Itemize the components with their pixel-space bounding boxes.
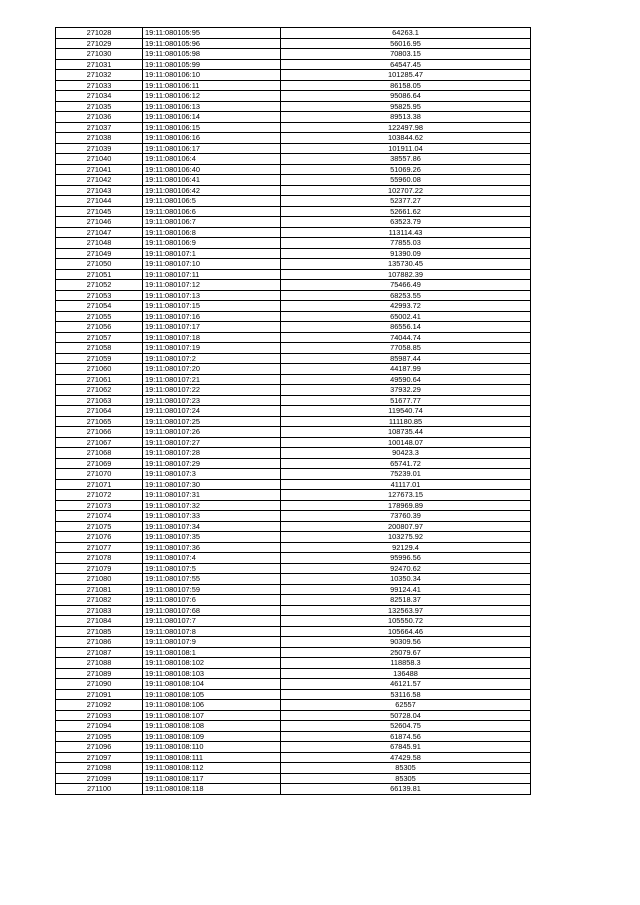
row-number-cell: 271064: [56, 406, 143, 417]
value-cell: 52661.62: [281, 206, 531, 217]
cadastral-number-cell: 19:11:080106:10: [143, 70, 281, 81]
row-number-cell: 271033: [56, 80, 143, 91]
row-number-cell: 271087: [56, 647, 143, 658]
table-row: [56, 553, 531, 564]
value-cell: 41117.01: [281, 479, 531, 490]
cadastral-number-cell: 19:11:080107:32: [143, 500, 281, 511]
row-number-cell: 271086: [56, 637, 143, 648]
cadastral-number-cell: 19:11:080106:40: [143, 164, 281, 175]
table-row: [56, 175, 531, 186]
cadastral-number-cell: 19:11:080107:35: [143, 532, 281, 543]
value-cell: 65741.72: [281, 458, 531, 469]
row-number-cell: 271084: [56, 616, 143, 627]
table-row: [56, 458, 531, 469]
row-number-cell: 271080: [56, 574, 143, 585]
row-number-cell: 271040: [56, 154, 143, 165]
table-row: [56, 80, 531, 91]
table-row: [56, 542, 531, 553]
table-row: [56, 122, 531, 133]
cadastral-number-cell: 19:11:080108:106: [143, 700, 281, 711]
table-row: [56, 332, 531, 343]
table-row: [56, 364, 531, 375]
table-row: [56, 427, 531, 438]
value-cell: 99124.41: [281, 584, 531, 595]
cadastral-number-cell: 19:11:080106:5: [143, 196, 281, 207]
value-cell: 55960.08: [281, 175, 531, 186]
cadastral-number-cell: 19:11:080108:112: [143, 763, 281, 774]
cadastral-number-cell: 19:11:080107:29: [143, 458, 281, 469]
value-cell: 61874.56: [281, 731, 531, 742]
cadastral-number-cell: 19:11:080107:16: [143, 311, 281, 322]
cadastral-number-cell: 19:11:080107:59: [143, 584, 281, 595]
row-number-cell: 271076: [56, 532, 143, 543]
value-cell: 37932.29: [281, 385, 531, 396]
table-row: [56, 227, 531, 238]
row-number-cell: 271058: [56, 343, 143, 354]
value-cell: 51069.26: [281, 164, 531, 175]
table-row: [56, 773, 531, 784]
value-cell: 49590.64: [281, 374, 531, 385]
row-number-cell: 271060: [56, 364, 143, 375]
table-row: [56, 532, 531, 543]
row-number-cell: 271095: [56, 731, 143, 742]
value-cell: 95086.64: [281, 91, 531, 102]
table-row: [56, 647, 531, 658]
row-number-cell: 271048: [56, 238, 143, 249]
value-cell: 47429.58: [281, 752, 531, 763]
cadastral-number-cell: 19:11:080107:30: [143, 479, 281, 490]
table-row: [56, 658, 531, 669]
table-body: [56, 28, 531, 795]
cadastral-number-cell: 19:11:080107:8: [143, 626, 281, 637]
cadastral-number-cell: 19:11:080106:15: [143, 122, 281, 133]
table-row: [56, 595, 531, 606]
value-cell: 108735.44: [281, 427, 531, 438]
table-row: [56, 448, 531, 459]
value-cell: 56016.95: [281, 38, 531, 49]
value-cell: 64263.1: [281, 28, 531, 39]
row-number-cell: 271085: [56, 626, 143, 637]
cadastral-number-cell: 19:11:080106:11: [143, 80, 281, 91]
row-number-cell: 271071: [56, 479, 143, 490]
row-number-cell: 271094: [56, 721, 143, 732]
value-cell: 73760.39: [281, 511, 531, 522]
table-row: [56, 154, 531, 165]
value-cell: 42993.72: [281, 301, 531, 312]
table-row: [56, 280, 531, 291]
value-cell: 86556.14: [281, 322, 531, 333]
value-cell: 178969.89: [281, 500, 531, 511]
cadastral-number-cell: 19:11:080107:15: [143, 301, 281, 312]
value-cell: 75466.49: [281, 280, 531, 291]
value-cell: 113114.43: [281, 227, 531, 238]
cadastral-number-cell: 19:11:080107:11: [143, 269, 281, 280]
table-row: [56, 469, 531, 480]
cadastral-number-cell: 19:11:080107:24: [143, 406, 281, 417]
row-number-cell: 271100: [56, 784, 143, 795]
cadastral-number-cell: 19:11:080107:31: [143, 490, 281, 501]
table-row: [56, 731, 531, 742]
cadastral-number-cell: 19:11:080106:17: [143, 143, 281, 154]
row-number-cell: 271039: [56, 143, 143, 154]
row-number-cell: 271052: [56, 280, 143, 291]
cadastral-number-cell: 19:11:080106:9: [143, 238, 281, 249]
cadastral-number-cell: 19:11:080107:2: [143, 353, 281, 364]
row-number-cell: 271098: [56, 763, 143, 774]
value-cell: 92129.4: [281, 542, 531, 553]
value-cell: 53116.58: [281, 689, 531, 700]
cadastral-number-cell: 19:11:080107:22: [143, 385, 281, 396]
table-row: [56, 311, 531, 322]
table-row: [56, 301, 531, 312]
table-row: [56, 206, 531, 217]
row-number-cell: 271079: [56, 563, 143, 574]
cadastral-number-cell: 19:11:080107:1: [143, 248, 281, 259]
cadastral-number-cell: 19:11:080108:102: [143, 658, 281, 669]
value-cell: 90423.3: [281, 448, 531, 459]
value-cell: 105550.72: [281, 616, 531, 627]
table-row: [56, 584, 531, 595]
table-row: [56, 626, 531, 637]
value-cell: 95996.56: [281, 553, 531, 564]
value-cell: 10350.34: [281, 574, 531, 585]
table-row: [56, 238, 531, 249]
cadastral-number-cell: 19:11:080108:105: [143, 689, 281, 700]
cadastral-number-cell: 19:11:080106:6: [143, 206, 281, 217]
cadastral-number-cell: 19:11:080108:117: [143, 773, 281, 784]
row-number-cell: 271089: [56, 668, 143, 679]
row-number-cell: 271068: [56, 448, 143, 459]
row-number-cell: 271093: [56, 710, 143, 721]
value-cell: 77855.03: [281, 238, 531, 249]
cadastral-number-cell: 19:11:080107:68: [143, 605, 281, 616]
table-row: [56, 91, 531, 102]
cadastral-number-cell: 19:11:080106:13: [143, 101, 281, 112]
cadastral-number-cell: 19:11:080108:1: [143, 647, 281, 658]
row-number-cell: 271055: [56, 311, 143, 322]
row-number-cell: 271053: [56, 290, 143, 301]
value-cell: 52377.27: [281, 196, 531, 207]
row-number-cell: 271092: [56, 700, 143, 711]
cadastral-number-cell: 19:11:080107:28: [143, 448, 281, 459]
row-number-cell: 271078: [56, 553, 143, 564]
value-cell: 135730.45: [281, 259, 531, 270]
cadastral-number-cell: 19:11:080106:14: [143, 112, 281, 123]
table-row: [56, 217, 531, 228]
value-cell: 65002.41: [281, 311, 531, 322]
value-cell: 100148.07: [281, 437, 531, 448]
row-number-cell: 271061: [56, 374, 143, 385]
cadastral-number-cell: 19:11:080107:5: [143, 563, 281, 574]
value-cell: 119540.74: [281, 406, 531, 417]
table-row: [56, 605, 531, 616]
cadastral-number-cell: 19:11:080107:21: [143, 374, 281, 385]
row-number-cell: 271099: [56, 773, 143, 784]
value-cell: 51677.77: [281, 395, 531, 406]
row-number-cell: 271063: [56, 395, 143, 406]
table-row: [56, 70, 531, 81]
row-number-cell: 271081: [56, 584, 143, 595]
value-cell: 25079.67: [281, 647, 531, 658]
row-number-cell: 271028: [56, 28, 143, 39]
cadastral-number-cell: 19:11:080107:26: [143, 427, 281, 438]
row-number-cell: 271051: [56, 269, 143, 280]
cadastral-number-cell: 19:11:080106:4: [143, 154, 281, 165]
table-row: [56, 490, 531, 501]
table-row: [56, 784, 531, 795]
cadastral-number-cell: 19:11:080108:118: [143, 784, 281, 795]
table-row: [56, 574, 531, 585]
value-cell: 38557.86: [281, 154, 531, 165]
table-row: [56, 38, 531, 49]
cadastral-number-cell: 19:11:080106:41: [143, 175, 281, 186]
value-cell: 70803.15: [281, 49, 531, 60]
cadastral-number-cell: 19:11:080107:27: [143, 437, 281, 448]
value-cell: 136488: [281, 668, 531, 679]
value-cell: 63523.79: [281, 217, 531, 228]
cadastral-number-cell: 19:11:080107:4: [143, 553, 281, 564]
cadastral-number-cell: 19:11:080107:17: [143, 322, 281, 333]
table-row: [56, 511, 531, 522]
cadastral-number-cell: 19:11:080107:13: [143, 290, 281, 301]
cadastral-number-cell: 19:11:080105:98: [143, 49, 281, 60]
table-row: [56, 343, 531, 354]
row-number-cell: 271049: [56, 248, 143, 259]
row-number-cell: 271088: [56, 658, 143, 669]
table-row: [56, 416, 531, 427]
row-number-cell: 271057: [56, 332, 143, 343]
table-row: [56, 479, 531, 490]
value-cell: 77058.85: [281, 343, 531, 354]
cadastral-number-cell: 19:11:080106:12: [143, 91, 281, 102]
cadastral-number-cell: 19:11:080107:33: [143, 511, 281, 522]
table-row: [56, 742, 531, 753]
row-number-cell: 271030: [56, 49, 143, 60]
row-number-cell: 271047: [56, 227, 143, 238]
cadastral-number-cell: 19:11:080108:110: [143, 742, 281, 753]
table-row: [56, 700, 531, 711]
cadastral-number-cell: 19:11:080107:19: [143, 343, 281, 354]
value-cell: 91390.09: [281, 248, 531, 259]
table-row: [56, 164, 531, 175]
value-cell: 52604.75: [281, 721, 531, 732]
table-row: [56, 290, 531, 301]
row-number-cell: 271062: [56, 385, 143, 396]
cadastral-number-cell: 19:11:080108:111: [143, 752, 281, 763]
value-cell: 75239.01: [281, 469, 531, 480]
table-row: [56, 637, 531, 648]
value-cell: 127673.15: [281, 490, 531, 501]
table-row: [56, 322, 531, 333]
value-cell: 95825.95: [281, 101, 531, 112]
row-number-cell: 271043: [56, 185, 143, 196]
cadastral-number-cell: 19:11:080107:7: [143, 616, 281, 627]
cadastral-number-cell: 19:11:080107:36: [143, 542, 281, 553]
row-number-cell: 271056: [56, 322, 143, 333]
row-number-cell: 271029: [56, 38, 143, 49]
value-cell: 101285.47: [281, 70, 531, 81]
table-row: [56, 521, 531, 532]
cadastral-number-cell: 19:11:080107:3: [143, 469, 281, 480]
value-cell: 107882.39: [281, 269, 531, 280]
table-row: [56, 668, 531, 679]
row-number-cell: 271067: [56, 437, 143, 448]
value-cell: 62557: [281, 700, 531, 711]
cadastral-number-cell: 19:11:080106:8: [143, 227, 281, 238]
row-number-cell: 271091: [56, 689, 143, 700]
value-cell: 103275.92: [281, 532, 531, 543]
table-row: [56, 395, 531, 406]
row-number-cell: 271069: [56, 458, 143, 469]
table-row: [56, 101, 531, 112]
cadastral-number-cell: 19:11:080107:55: [143, 574, 281, 585]
value-cell: 66139.81: [281, 784, 531, 795]
row-number-cell: 271096: [56, 742, 143, 753]
cadastral-value-table: [55, 27, 531, 795]
table-row: [56, 721, 531, 732]
value-cell: 101911.04: [281, 143, 531, 154]
table-row: [56, 196, 531, 207]
row-number-cell: 271070: [56, 469, 143, 480]
table-row: [56, 374, 531, 385]
row-number-cell: 271073: [56, 500, 143, 511]
value-cell: 82518.37: [281, 595, 531, 606]
row-number-cell: 271077: [56, 542, 143, 553]
value-cell: 85305: [281, 773, 531, 784]
cadastral-number-cell: 19:11:080107:12: [143, 280, 281, 291]
row-number-cell: 271074: [56, 511, 143, 522]
cadastral-number-cell: 19:11:080108:107: [143, 710, 281, 721]
table-row: [56, 185, 531, 196]
row-number-cell: 271083: [56, 605, 143, 616]
row-number-cell: 271036: [56, 112, 143, 123]
row-number-cell: 271065: [56, 416, 143, 427]
cadastral-number-cell: 19:11:080108:104: [143, 679, 281, 690]
cadastral-number-cell: 19:11:080106:16: [143, 133, 281, 144]
row-number-cell: 271032: [56, 70, 143, 81]
value-cell: 86158.05: [281, 80, 531, 91]
cadastral-number-cell: 19:11:080108:108: [143, 721, 281, 732]
value-cell: 92470.62: [281, 563, 531, 574]
table-row: [56, 59, 531, 70]
table-row: [56, 259, 531, 270]
table-row: [56, 248, 531, 259]
row-number-cell: 271035: [56, 101, 143, 112]
cadastral-number-cell: 19:11:080107:20: [143, 364, 281, 375]
value-cell: 90309.56: [281, 637, 531, 648]
table-row: [56, 133, 531, 144]
row-number-cell: 271041: [56, 164, 143, 175]
row-number-cell: 271066: [56, 427, 143, 438]
row-number-cell: 271050: [56, 259, 143, 270]
value-cell: 89513.38: [281, 112, 531, 123]
row-number-cell: 271044: [56, 196, 143, 207]
table-row: [56, 437, 531, 448]
value-cell: 85305: [281, 763, 531, 774]
row-number-cell: 271038: [56, 133, 143, 144]
value-cell: 132563.97: [281, 605, 531, 616]
cadastral-number-cell: 19:11:080105:99: [143, 59, 281, 70]
value-cell: 46121.57: [281, 679, 531, 690]
row-number-cell: 271034: [56, 91, 143, 102]
value-cell: 68253.55: [281, 290, 531, 301]
cadastral-number-cell: 19:11:080107:34: [143, 521, 281, 532]
row-number-cell: 271072: [56, 490, 143, 501]
table-row: [56, 28, 531, 39]
cadastral-number-cell: 19:11:080106:7: [143, 217, 281, 228]
row-number-cell: 271054: [56, 301, 143, 312]
cadastral-number-cell: 19:11:080107:25: [143, 416, 281, 427]
value-cell: 200807.97: [281, 521, 531, 532]
row-number-cell: 271037: [56, 122, 143, 133]
table-row: [56, 112, 531, 123]
table-row: [56, 752, 531, 763]
row-number-cell: 271059: [56, 353, 143, 364]
row-number-cell: 271097: [56, 752, 143, 763]
cadastral-number-cell: 19:11:080107:9: [143, 637, 281, 648]
value-cell: 103844.62: [281, 133, 531, 144]
table-row: [56, 689, 531, 700]
table-row: [56, 563, 531, 574]
table-row: [56, 49, 531, 60]
cadastral-number-cell: 19:11:080105:96: [143, 38, 281, 49]
value-cell: 105664.46: [281, 626, 531, 637]
value-cell: 122497.98: [281, 122, 531, 133]
table-row: [56, 385, 531, 396]
table-row: [56, 763, 531, 774]
cadastral-number-cell: 19:11:080106:42: [143, 185, 281, 196]
value-cell: 67845.91: [281, 742, 531, 753]
cadastral-number-cell: 19:11:080107:18: [143, 332, 281, 343]
cadastral-number-cell: 19:11:080108:109: [143, 731, 281, 742]
table-row: [56, 679, 531, 690]
cadastral-number-cell: 19:11:080107:10: [143, 259, 281, 270]
cadastral-number-cell: 19:11:080105:95: [143, 28, 281, 39]
row-number-cell: 271045: [56, 206, 143, 217]
cadastral-number-cell: 19:11:080107:23: [143, 395, 281, 406]
cadastral-number-cell: 19:11:080107:6: [143, 595, 281, 606]
value-cell: 102707.22: [281, 185, 531, 196]
row-number-cell: 271075: [56, 521, 143, 532]
row-number-cell: 271031: [56, 59, 143, 70]
row-number-cell: 271082: [56, 595, 143, 606]
cadastral-number-cell: 19:11:080108:103: [143, 668, 281, 679]
value-cell: 74044.74: [281, 332, 531, 343]
value-cell: 111180.85: [281, 416, 531, 427]
table-row: [56, 269, 531, 280]
table-row: [56, 143, 531, 154]
value-cell: 64547.45: [281, 59, 531, 70]
table-row: [56, 500, 531, 511]
row-number-cell: 271046: [56, 217, 143, 228]
value-cell: 85987.44: [281, 353, 531, 364]
table-row: [56, 616, 531, 627]
value-cell: 50728.04: [281, 710, 531, 721]
row-number-cell: 271042: [56, 175, 143, 186]
value-cell: 118858.3: [281, 658, 531, 669]
table-row: [56, 406, 531, 417]
table-row: [56, 353, 531, 364]
row-number-cell: 271090: [56, 679, 143, 690]
table-row: [56, 710, 531, 721]
value-cell: 44187.99: [281, 364, 531, 375]
